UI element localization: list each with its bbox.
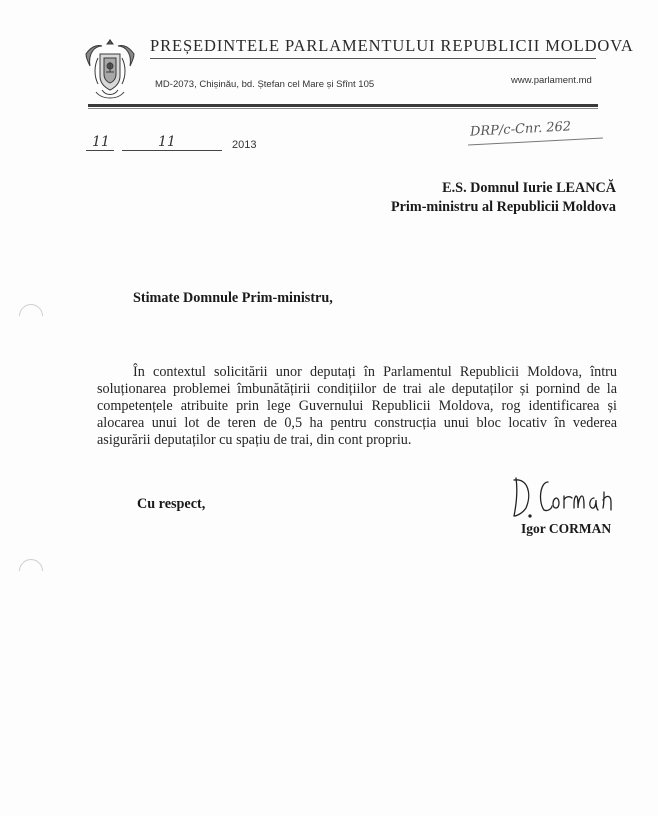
reference-number: DRP/c-Cnr. 262 [469,119,572,140]
coat-of-arms-icon [84,36,136,104]
punch-hole [14,299,48,333]
header-bottom-rule-thin [88,108,598,109]
salutation: Stimate Domnule Prim-ministru, [133,290,333,306]
header-divider [150,58,596,59]
closing: Cu respect, [137,496,206,512]
date-day: 11 [92,134,110,150]
date-day-line [86,150,114,151]
institution-title: PREȘEDINTELE PARLAMENTULUI REPUBLICII MOLDOVA [150,36,634,55]
handwritten-signature [508,472,628,522]
addressee-block [391,179,616,217]
letter-body: În contextul solicitării unor deputați în Parlamentul Republicii Moldova, întru soluționarea problemei îmbunătățirii condițiilor de trai ale deputaților și pornind de la competențele atribuite prin lege Guvernului Republicii Moldova, rog identificarea și alocarea unui lot de teren de 0,5 ha pentru construcția unui bloc locativ în vederea asigurării deputaților cu spațiu de trai, din cont propriu. [97,364,617,449]
signer-name: Igor CORMAN [521,521,612,536]
institution-website: www.parlament.md [511,75,592,86]
institution-address: MD-2073, Chișinău, bd. Ștefan cel Mare și Sfînt 105 [155,79,375,90]
punch-hole [14,554,48,588]
date-year: 2013 [232,139,257,151]
addressee-name: E.S. Domnul Iurie LEANCĂ [442,180,616,196]
date-month: 11 [158,134,176,150]
date-month-line [122,150,222,151]
header-bottom-rule [88,104,598,107]
addressee-title: Prim-ministru al Republicii Moldova [390,199,616,215]
